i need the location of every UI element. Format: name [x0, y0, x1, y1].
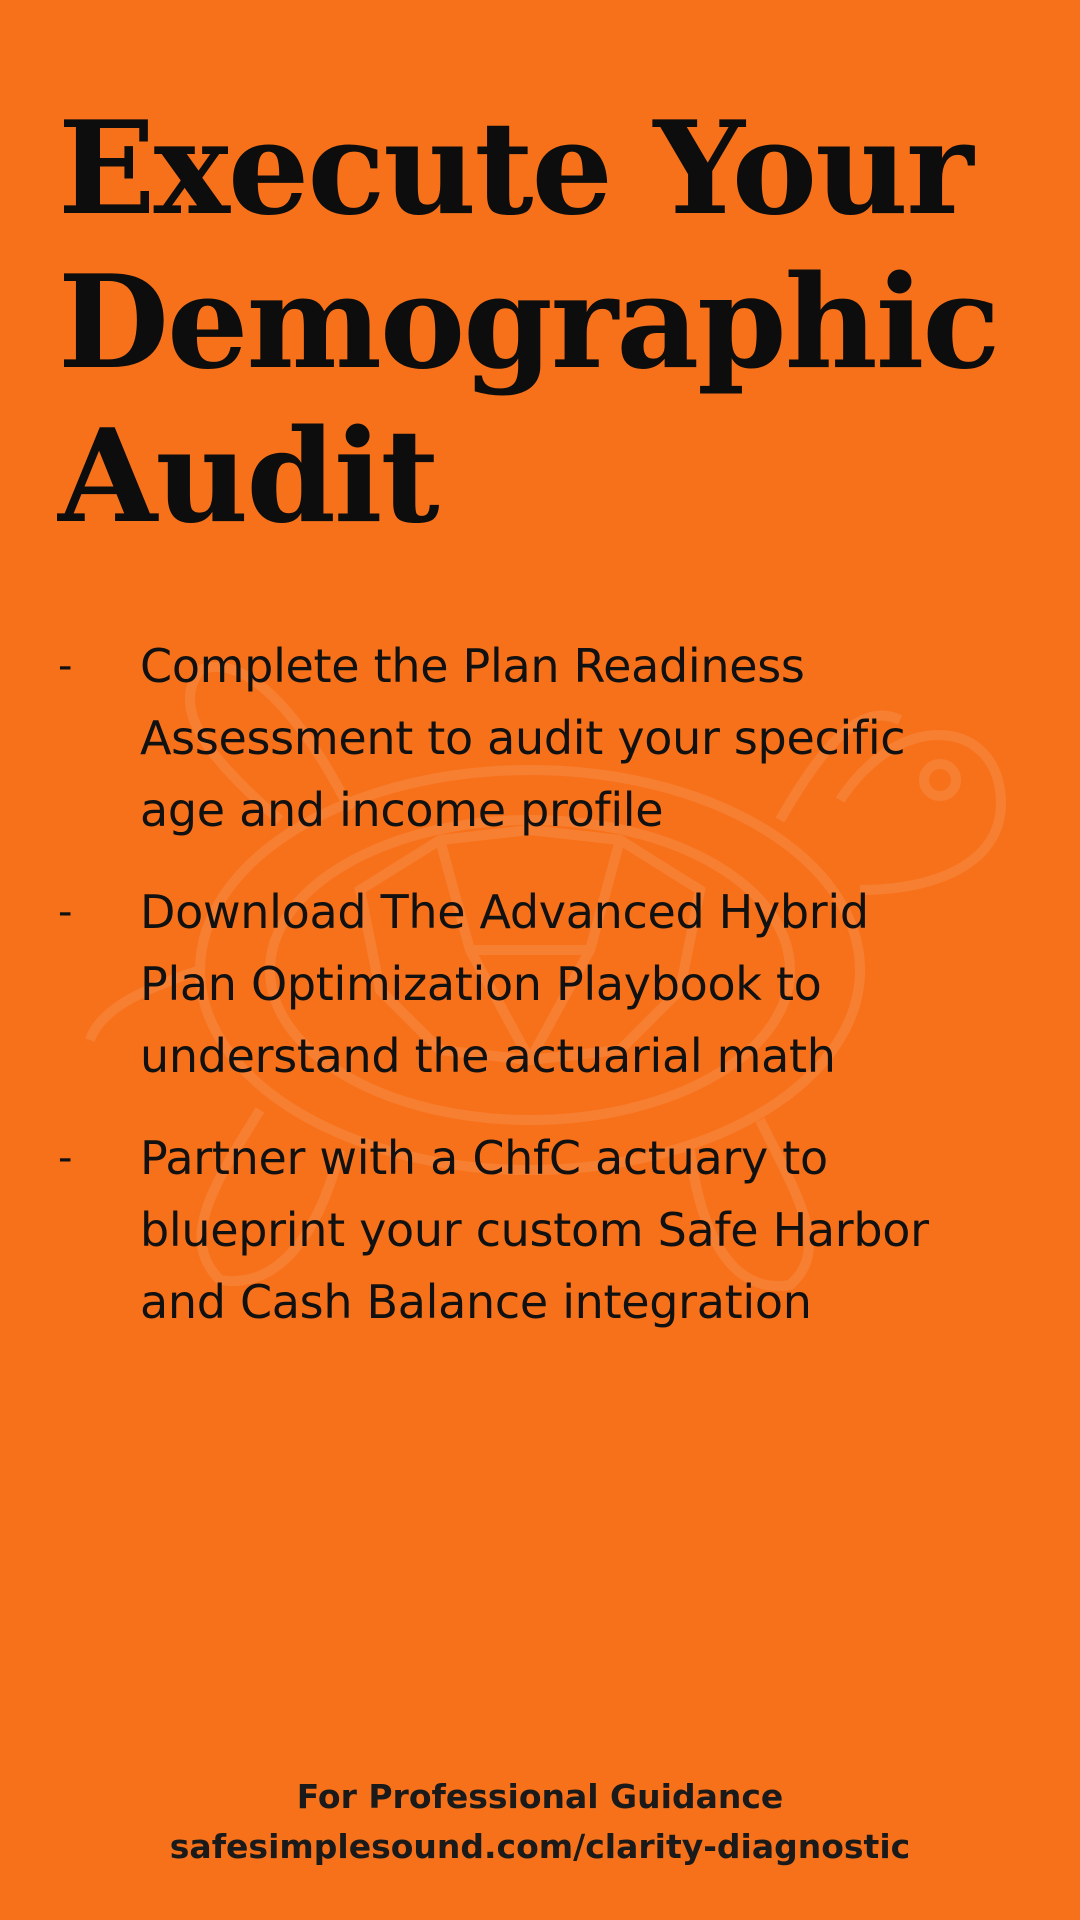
page-title [58, 92, 1038, 554]
bullet-marker: - [58, 1135, 73, 1181]
list-item-line: and Cash Balance integration [140, 1275, 812, 1329]
title-line: Audit [58, 402, 438, 552]
list-item-line: Download The Advanced Hybrid [140, 885, 869, 939]
list-item-text [140, 1122, 929, 1338]
list-item-line: understand the actuarial math [140, 1029, 836, 1083]
bullet-marker: - [58, 643, 73, 689]
list-item-line: Plan Optimization Playbook to [140, 957, 822, 1011]
footer-url: safesimplesound.com/clarity-diagnostic [169, 1827, 911, 1866]
list-item [58, 876, 1018, 1092]
list-item-text [140, 876, 869, 1092]
list-item [58, 630, 1018, 846]
footer [0, 1772, 1080, 1872]
title-line: Demographic [58, 248, 999, 398]
list-item [58, 1122, 1018, 1338]
action-list [58, 630, 1018, 1368]
list-item-line: blueprint your custom Safe Harbor [140, 1203, 929, 1257]
list-item-line: Partner with a ChfC actuary to [140, 1131, 828, 1185]
list-item-text [140, 630, 905, 846]
list-item-line: age and income profile [140, 783, 664, 837]
list-item-line: Complete the Plan Readiness [140, 639, 805, 693]
footer-label: For Professional Guidance [296, 1777, 784, 1816]
title-line: Execute Your [58, 94, 972, 244]
list-item-line: Assessment to audit your specific [140, 711, 906, 765]
bullet-marker: - [58, 889, 73, 935]
